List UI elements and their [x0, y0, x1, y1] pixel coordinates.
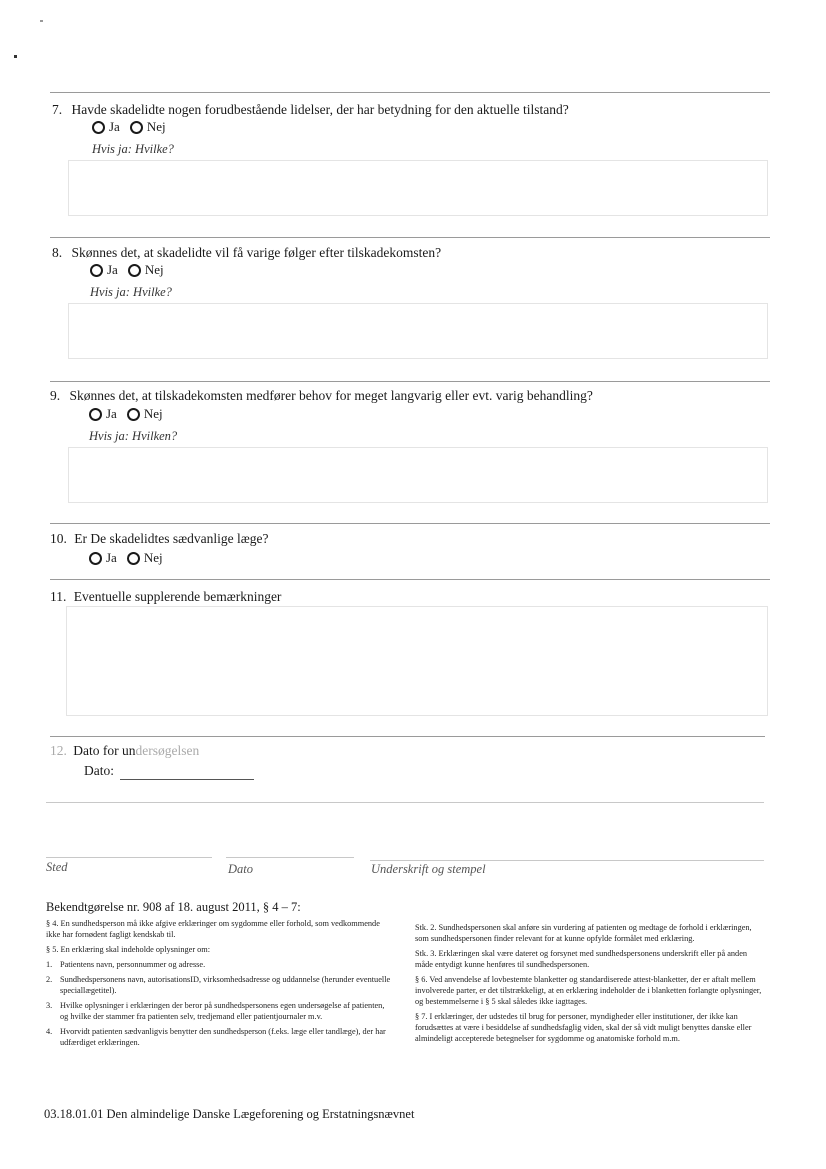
q9-yes-option[interactable] — [89, 406, 117, 422]
list-text: Hvilke oplysninger i erklæringen der beror på sundhedspersonens egen undersøgelse af patienten, og hvilke der stammer fra patienten selv, tredjemand eller patientjournaler m.v. — [60, 1001, 385, 1021]
radio-no[interactable] — [127, 408, 140, 421]
question-number: 7. — [52, 102, 63, 117]
list-text: Patientens navn, personnummer og adresse. — [60, 960, 206, 969]
legal-list-item — [46, 959, 391, 970]
list-number: 4. — [46, 1027, 53, 1036]
radio-yes[interactable] — [89, 408, 102, 421]
section-divider — [50, 736, 765, 737]
legal-paragraph: Stk. 2. Sundhedspersonen skal anføre sin vurdering af patienten og medtage de forhold i erklæringen, som sundhedspersonen finder relevant for at kunne opfylde formålet med erklæring. — [415, 923, 752, 943]
q7-hint: Hvis ja: Hvilke? — [92, 142, 174, 156]
date-input-line[interactable] — [120, 779, 254, 780]
place-line[interactable] — [46, 857, 212, 858]
q8-no-option[interactable] — [128, 262, 164, 278]
q9-answer-box[interactable] — [68, 447, 768, 503]
section-divider — [46, 802, 764, 803]
question-9 — [50, 388, 593, 404]
question-number: 10. — [50, 531, 67, 546]
legal-list-item — [46, 974, 391, 996]
list-number: 3. — [46, 1001, 53, 1010]
scan-speck — [14, 55, 17, 58]
radio-yes[interactable] — [92, 121, 105, 134]
date-line[interactable] — [226, 857, 354, 858]
radio-no[interactable] — [127, 552, 140, 565]
q11-answer-box[interactable] — [66, 606, 768, 716]
q7-options — [92, 119, 176, 135]
list-number: 2. — [46, 975, 53, 984]
list-text: Sundhedspersonens navn, autorisationsID, virksomhedsadresse og uddannelse (herunder eventuelle speciallægetitel). — [60, 975, 391, 995]
legal-left-column — [46, 918, 391, 1052]
list-number: 1. — [46, 960, 53, 969]
signature-caption: Underskrift og stempel — [371, 862, 486, 876]
option-label: Ja — [106, 406, 117, 421]
question-text-faded: dersøgelsen — [135, 743, 200, 758]
q7-yes-option[interactable] — [92, 119, 120, 135]
q10-no-option[interactable] — [127, 550, 163, 566]
section-divider — [50, 523, 770, 524]
option-label: Nej — [144, 262, 164, 277]
q8-options — [90, 262, 174, 278]
question-text: Dato for un — [73, 743, 136, 758]
question-number: 11. — [50, 589, 67, 604]
legal-paragraph: § 5. En erklæring skal indeholde oplysninger om: — [46, 945, 211, 954]
q9-no-option[interactable] — [127, 406, 163, 422]
signature-line[interactable] — [370, 860, 764, 861]
list-text: Hvorvidt patienten sædvanligvis benytter den sundhedsperson (f.eks. læge eller tandlæge), der har udfærdiget erklæringen. — [60, 1027, 386, 1047]
option-label: Ja — [109, 119, 120, 134]
radio-no[interactable] — [130, 121, 143, 134]
option-label: Nej — [143, 550, 163, 565]
question-text: Er De skadelidtes sædvanlige læge? — [74, 531, 269, 546]
question-text: Skønnes det, at skadelidte vil få varige følger efter tilskadekomsten? — [71, 245, 442, 260]
legal-list-item — [46, 1000, 391, 1022]
option-label: Ja — [107, 262, 118, 277]
legal-right-column — [415, 922, 765, 1048]
question-number: 9. — [50, 388, 61, 403]
q8-yes-option[interactable] — [90, 262, 118, 278]
question-number: 8. — [52, 245, 63, 260]
q7-answer-box[interactable] — [68, 160, 768, 216]
legal-title: Bekendtgørelse nr. 908 af 18. august 2011, § 4 – 7: — [46, 900, 301, 914]
place-caption: Sted — [46, 860, 68, 874]
option-label: Nej — [143, 406, 163, 421]
legal-paragraph: § 4. En sundhedsperson må ikke afgive erklæringer om sygdomme eller forhold, som vedkommende ikke har fornødent fagligt kendskab til. — [46, 919, 380, 939]
date-label: Dato: — [84, 763, 114, 778]
q9-hint: Hvis ja: Hvilken? — [89, 429, 178, 443]
radio-no[interactable] — [128, 264, 141, 277]
question-7 — [52, 102, 569, 118]
q7-no-option[interactable] — [130, 119, 166, 135]
radio-yes[interactable] — [89, 552, 102, 565]
legal-list-item — [46, 1026, 391, 1048]
question-number: 12. — [50, 743, 67, 758]
legal-paragraph: Stk. 3. Erklæringen skal være dateret og forsynet med sundhedspersonens underskrift eller på anden måde entydigt kunne henføres til sundhedspersonen. — [415, 949, 748, 969]
question-12 — [50, 743, 199, 759]
section-divider — [50, 381, 770, 382]
q8-answer-box[interactable] — [68, 303, 768, 359]
scan-speck — [40, 20, 43, 22]
date-caption: Dato — [228, 862, 253, 876]
question-text: Havde skadelidte nogen forudbestående lidelser, der har betydning for den aktuelle tilstand? — [71, 102, 569, 117]
option-label: Nej — [146, 119, 166, 134]
form-footer: 03.18.01.01 Den almindelige Danske Lægeforening og Erstatningsnævnet — [44, 1107, 415, 1121]
q8-hint: Hvis ja: Hvilke? — [90, 285, 172, 299]
q10-yes-option[interactable] — [89, 550, 117, 566]
legal-paragraph: § 6. Ved anvendelse af lovbestemte blanketter og standardiserede attest-blanketter, der er aftalt mellem involverede parter, er det tilstrækkeligt, at en erklæring indeholder de i blanketten forlangte oplysninger, og bestemmelserne i § 5 skal således ikke iagttages. — [415, 975, 762, 1006]
question-11 — [50, 589, 281, 605]
radio-yes[interactable] — [90, 264, 103, 277]
question-text: Eventuelle supplerende bemærkninger — [73, 589, 282, 604]
legal-paragraph: § 7. I erklæringer, der udstedes til brug for personer, myndigheder eller institutioner, der ikke kan forudsættes at være i besiddelse af sundhedsfaglig viden, skal der så vidt muligt benyttes danske eller almindeligt accepterede betegnelser for sygdomme og anatomiske forhold m.m. — [415, 1012, 752, 1043]
section-divider — [50, 92, 770, 93]
option-label: Ja — [106, 550, 117, 565]
question-text: Skønnes det, at tilskadekomsten medfører behov for meget langvarig eller evt. varig behandling? — [69, 388, 593, 403]
question-10 — [50, 531, 268, 547]
question-8 — [52, 245, 441, 261]
q9-options — [89, 406, 173, 422]
section-divider — [50, 237, 770, 238]
section-divider — [50, 579, 770, 580]
q10-options — [89, 550, 173, 566]
